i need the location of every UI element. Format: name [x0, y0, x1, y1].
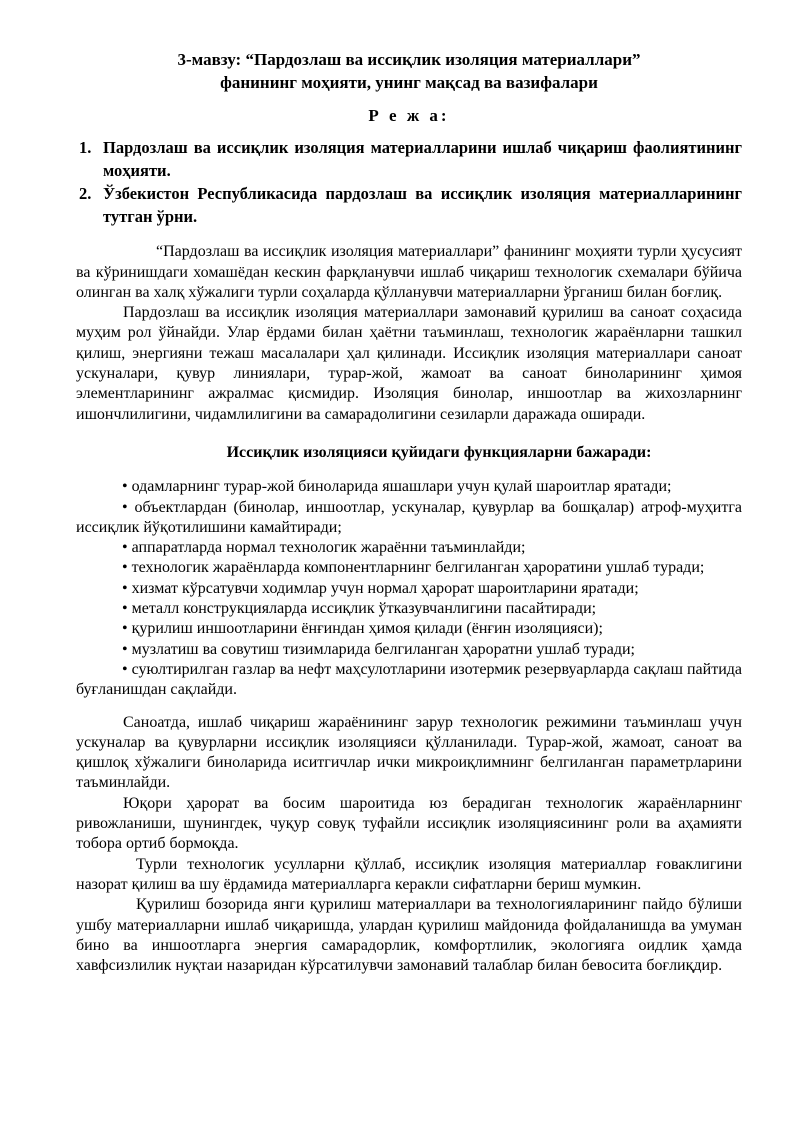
functions-list — [76, 477, 742, 700]
paragraph: Саноатда, ишлаб чиқариш жараёнининг зарур технологик режимини таъминлаш учун ускуналар ва қувурларни иссиқлик изоляцияси қўлланилади. Турар-жой, жамоат, саноат ва қишлоқ хўжалиги биноларида иситгичлар ички микроиқлимнинг белгиланган параметрларини таъминлайди. — [76, 713, 742, 792]
list-item: • музлатиш ва совутиш тизимларида белгиланган ҳароратни ушлаб туради; — [122, 640, 635, 658]
list-item: • одамларнинг турар-жой биноларида яшашлари учун қулай шароитлар яратади; — [122, 478, 672, 496]
plan-item-text: Ўзбекистон Республикасида пардозлаш ва иссиқлик изоляция материалларининг тутган ўрни. — [103, 184, 742, 227]
page-title — [76, 48, 742, 94]
list-item: • металл конструкцияларда иссиқлик ўтказувчанлигини пасайтиради; — [122, 600, 597, 618]
plan-item-text: Пардозлаш ва иссиқлик изоляция материалларини ишлаб чиқариш фаолиятининг моҳияти. — [103, 138, 742, 181]
title-line-1: 3-мавзу: “Пардозлаш ва иссиқлик изоляция материаллари” — [177, 50, 641, 69]
list-item: • аппаратларда нормал технологик жараённи таъминлайди; — [122, 539, 526, 557]
paragraph: Юқори ҳарорат ва босим шароитида юз берадиган технологик жараёнларнинг ривожланиши, шунингдек, чуқур совуқ туфайли иссиқлик изоляциясининг роли ва аҳамияти тобора ортиб бормоқда. — [76, 794, 742, 853]
plan-list — [76, 136, 742, 228]
paragraph: Турли технологик усулларни қўллаб, иссиқлик изоляция материаллар ғоваклигини назорат қилиш ва шу ёрдамида материалларга керакли сифатларни бериш мумкин. — [76, 855, 742, 893]
paragraph: Пардозлаш ва иссиқлик изоляция материаллари замонавий қурилиш ва саноат соҳасида муҳим рол ўйнайди. Улар ёрдами билан ҳаётни таъминлаш, технологик жараёнларни ташкил қилиш, энергияни тежаш масалалари ҳал қилинади. Иссиқлик изоляция материаллари саноат ускуналари, қувур линиялари, турар-жой, жамоат ва саноат биноларининг ҳимоя элементларининг ажралмас қисмидир. Изоляция бинолар, иншоотлар ва жихозларнинг ишончлилигини, чидамлилигини ва самарадолигини сезиларли даражада оширади. — [76, 304, 742, 423]
list-item: • хизмат кўрсатувчи ходимлар учун нормал ҳарорат шароитларини яратади; — [122, 579, 639, 597]
list-item: • суюлтирилган газлар ва нефт маҳсулотларини изотермик резервуарларда сақлаш пайтида буғланишдан сақлайди. — [76, 660, 742, 699]
paragraph: “Пардозлаш ва иссиқлик изоляция материаллари” фанининг моҳияти турли ҳусусият ва кўринишдаги хомашёдан кескин фарқланувчи ишлаб чиқариш технологик схемалари бўйича олинган ва халқ хўжалиги турли соҳаларда қўлланувчи материалларни ўрганиш билан боғлиқ. — [76, 243, 742, 301]
plan-heading: Р е ж а: — [368, 106, 450, 125]
plan-item-number: 1. — [79, 138, 92, 158]
list-item: • қурилиш иншоотларини ёнғиндан ҳимоя қилади (ёнғин изоляцияси); — [122, 620, 603, 638]
title-line-2: фанининг моҳияти, унинг мақсад ва вазифалари — [220, 73, 598, 92]
plan-item — [76, 136, 742, 182]
section-heading: Иссиқлик изоляцияси қуйидаги функцияларни бажаради: — [226, 443, 652, 461]
plan-item-number: 2. — [79, 184, 92, 204]
list-item: • технологик жараёнларда компонентларнинг белгиланган ҳароратини ушлаб туради; — [122, 559, 705, 577]
paragraph: Қурилиш бозорида янги қурилиш материаллари ва технологияларининг пайдо бўлиши ушбу материалларни ишлаб чиқаришда, улардан қурилиш майдонида фойдаланишда ва умуман бино ва иншоотларга энергия самарадорлик, комфортлилик, экологияга оидлик ҳамда хавфсизлилик нуқтаи назаридан кўрсатилувчи замонавий талаблар билан бевосита боғлиқдир. — [76, 896, 742, 975]
plan-item — [76, 182, 742, 228]
list-item: • объектлардан (бинолар, иншоотлар, ускуналар, қувурлар ва бошқалар) атроф-муҳитга иссиқлик йўқотилишини камайтиради; — [76, 498, 742, 536]
